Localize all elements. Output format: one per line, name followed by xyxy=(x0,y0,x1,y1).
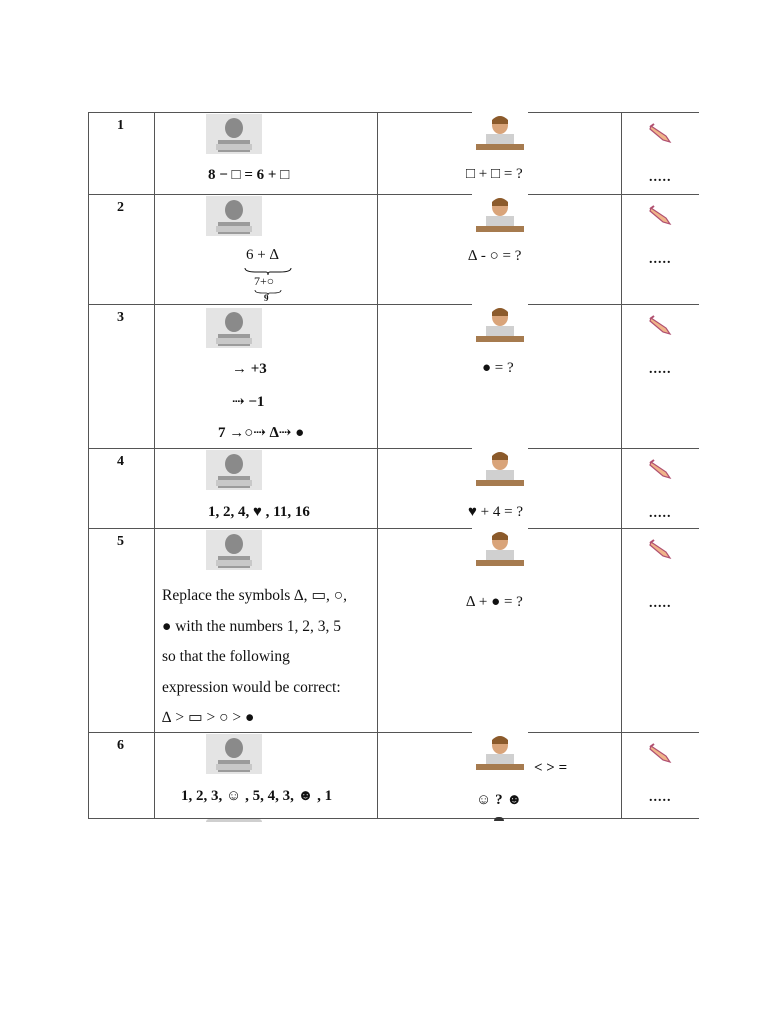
pencil-icon xyxy=(648,458,674,480)
question-expression: ● = ? xyxy=(482,360,514,376)
arrow-chain-expression: 7 →○⇢ ∆⇢ ● xyxy=(218,425,305,441)
girl-thinking-image xyxy=(472,732,528,772)
answer-blank: ..... xyxy=(649,790,672,805)
instruction-line: ● with the numbers 1, 2, 3, 5 xyxy=(162,617,341,635)
table-row xyxy=(88,732,699,818)
pencil-icon xyxy=(648,314,674,336)
pencil-icon xyxy=(648,742,674,764)
row-number: 2 xyxy=(117,200,124,215)
next-row-image-fragment xyxy=(206,819,262,822)
row-number: 5 xyxy=(117,534,124,549)
row-number: 6 xyxy=(117,738,124,753)
question-expression: ☺ ? ☻ xyxy=(476,792,523,808)
answer-blank: ..... xyxy=(649,506,672,521)
answer-blank: ..... xyxy=(649,170,672,185)
arrow-rule-dashed: ⇢ −1 xyxy=(232,394,265,410)
boy-reading-image xyxy=(206,196,262,236)
table-row xyxy=(88,528,699,732)
answer-blank: ..... xyxy=(649,252,672,267)
next-row-image-fragment xyxy=(494,817,504,821)
instruction-line: ∆ > ▭ > ○ > ● xyxy=(162,709,255,726)
instruction-line: Replace the symbols ∆, ▭, ○, xyxy=(162,587,348,604)
arrow-rule-solid: → +3 xyxy=(232,361,267,377)
question-expression: □ + □ = ? xyxy=(466,166,523,182)
pencil-icon xyxy=(648,204,674,226)
girl-thinking-image xyxy=(472,448,528,488)
pencil-icon xyxy=(648,122,674,144)
girl-thinking-image xyxy=(472,304,528,344)
comparison-symbols: < > = xyxy=(534,760,568,776)
expression-bottom: 9 xyxy=(264,293,269,303)
expression-middle: 7+○ xyxy=(254,274,275,288)
instruction-line: so that the following xyxy=(162,648,290,665)
question-expression: ♥ + 4 = ? xyxy=(468,504,523,520)
table-row xyxy=(88,194,699,304)
boy-reading-image xyxy=(206,450,262,490)
table-row xyxy=(88,112,699,194)
answer-blank: ..... xyxy=(649,596,672,611)
expression-top: 6 + ∆ xyxy=(246,247,279,263)
girl-thinking-image xyxy=(472,112,528,152)
question-expression: ∆ + ● = ? xyxy=(466,594,523,610)
table-row xyxy=(88,448,699,528)
row-number: 1 xyxy=(117,118,124,133)
puzzle-table xyxy=(88,112,699,819)
pencil-icon xyxy=(648,538,674,560)
number-sequence: 1, 2, 4, ♥ , 11, 16 xyxy=(208,504,310,520)
row-number: 3 xyxy=(117,310,124,325)
boy-reading-image xyxy=(206,308,262,348)
girl-thinking-image xyxy=(472,194,528,234)
number-sequence: 1, 2, 3, ☺ , 5, 4, 3, ☻ , 1 xyxy=(181,788,333,804)
question-expression: ∆ - ○ = ? xyxy=(468,248,522,264)
girl-thinking-image xyxy=(472,528,528,568)
boy-reading-image xyxy=(206,530,262,570)
table-row xyxy=(88,304,699,448)
answer-blank: ..... xyxy=(649,362,672,377)
boy-reading-image xyxy=(206,114,262,154)
table-border-bottom xyxy=(88,818,699,819)
instruction-paragraph xyxy=(162,581,377,734)
boy-reading-image xyxy=(206,734,262,774)
row-number: 4 xyxy=(117,454,124,469)
instruction-line: expression would be correct: xyxy=(162,678,341,696)
puzzle-expression: 8 − □ = 6 + □ xyxy=(208,167,290,183)
